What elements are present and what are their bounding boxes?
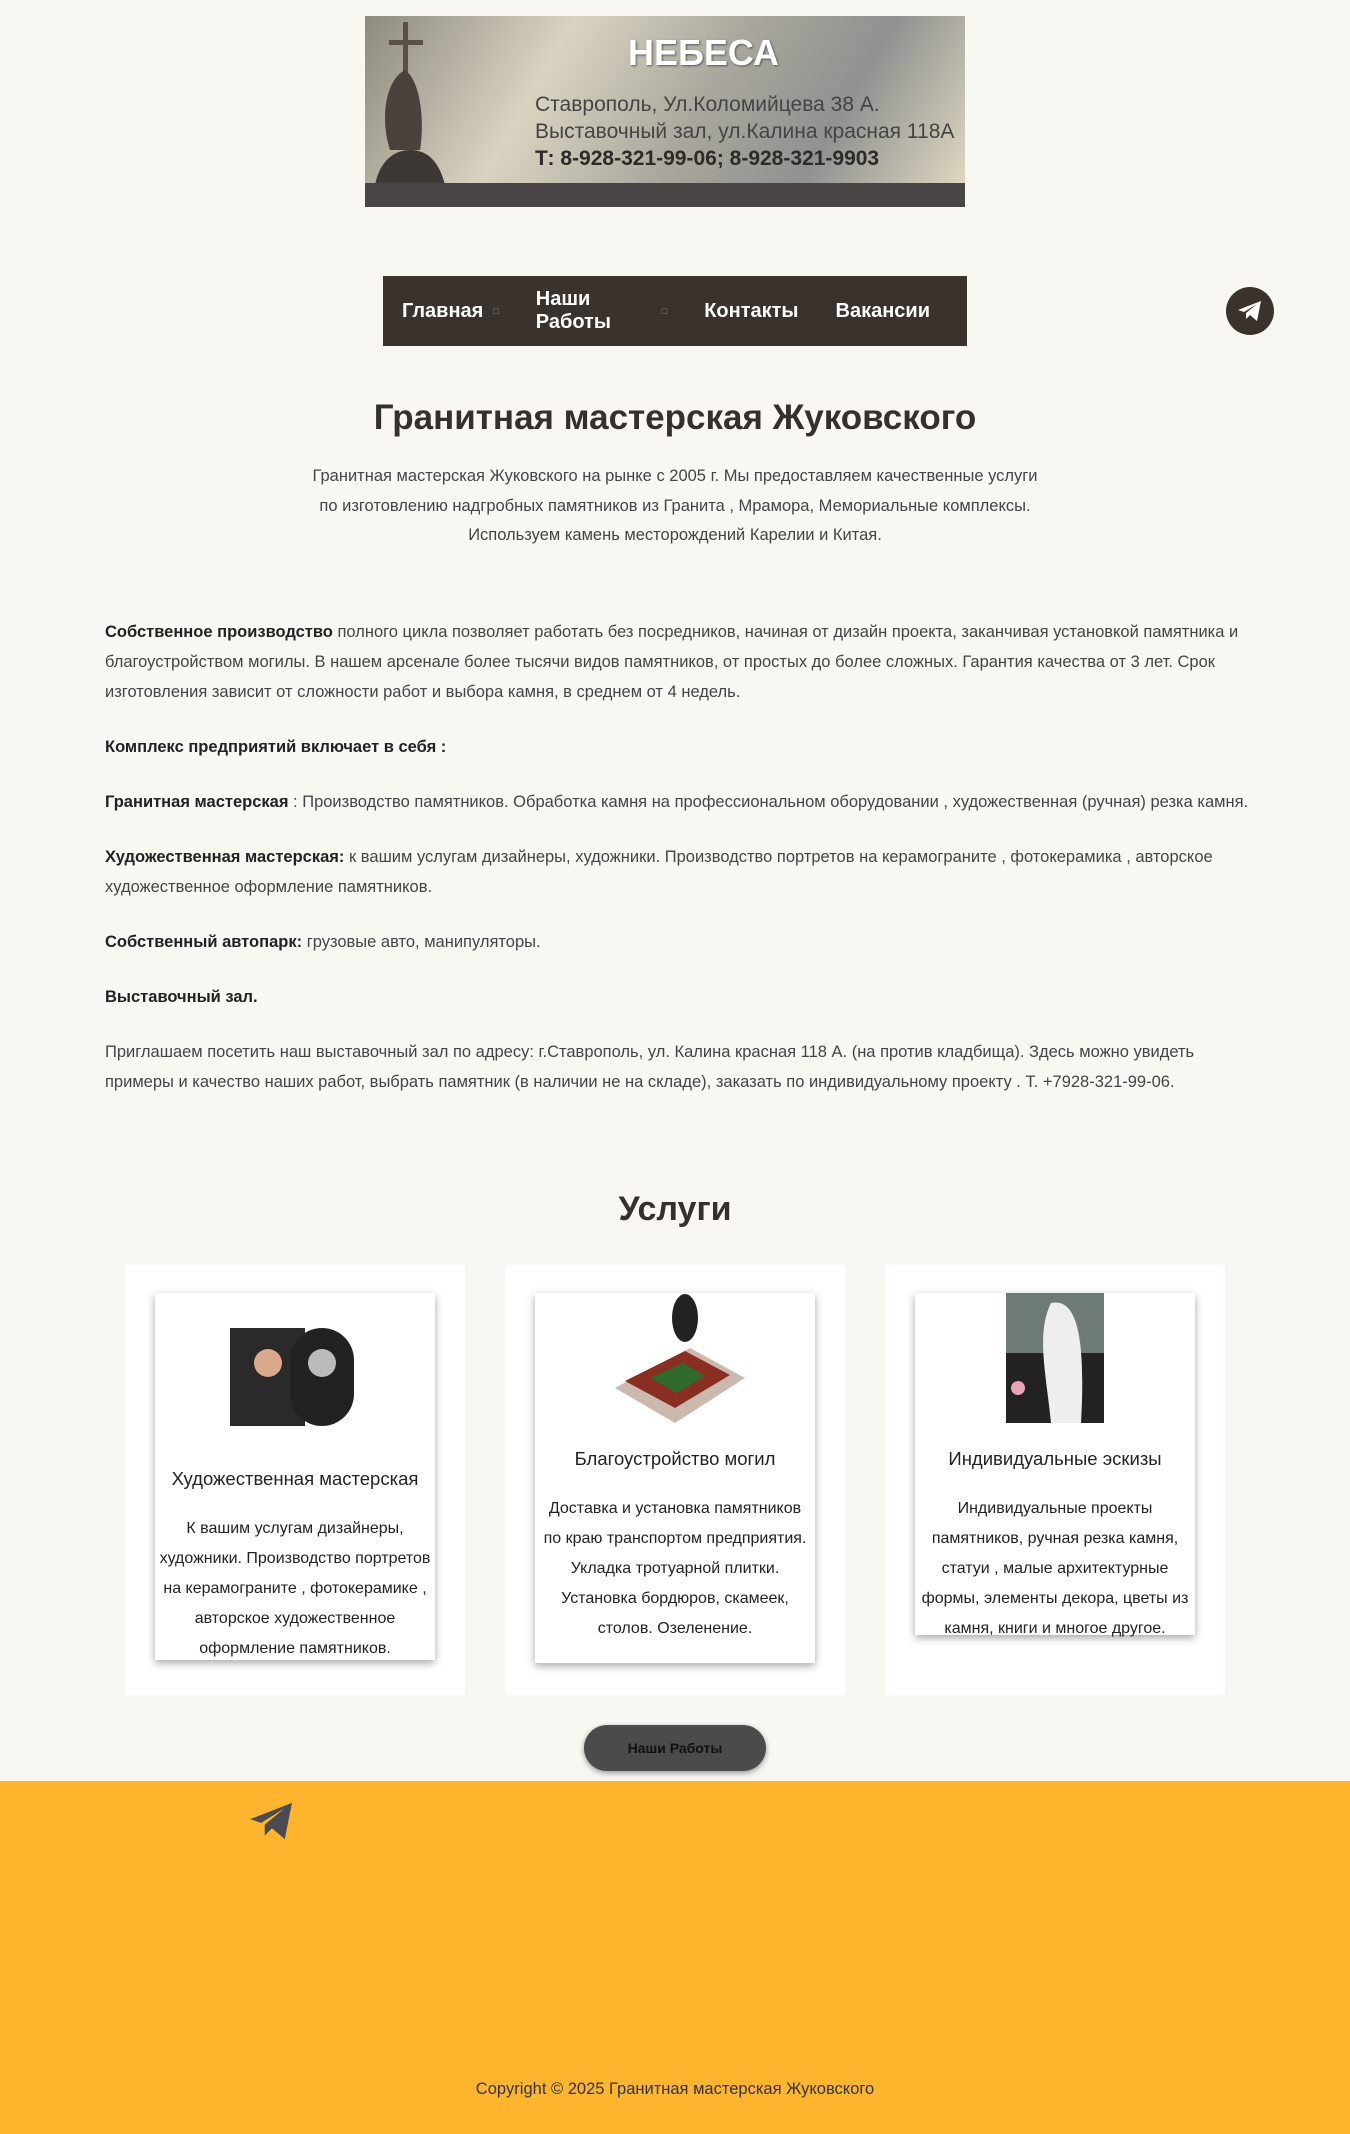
intro-text — [0, 462, 1350, 551]
paragraph — [105, 787, 1250, 817]
nav-item-contacts[interactable]: Контакты — [704, 299, 799, 322]
service-card-art[interactable] — [155, 1293, 435, 1660]
service-card-sketches[interactable] — [915, 1293, 1195, 1635]
telegram-icon[interactable] — [248, 1801, 296, 1841]
footer — [0, 1781, 1350, 2134]
service-title: Художественная мастерская — [171, 1468, 419, 1489]
service-title: Индивидуальные эскизы — [948, 1448, 1162, 1469]
banner-address: Ставрополь, Ул.Коломийцева 38 А. — [535, 93, 880, 116]
paragraph-text: грузовые авто, манипуляторы. — [302, 933, 541, 951]
grave-image — [605, 1293, 745, 1423]
paragraph-text: к вашим услугам дизайнеры, художники. Производство портретов на керамограните , фотокерамика , авторское художественное оформление памятников. — [105, 848, 1213, 896]
paragraph — [105, 617, 1250, 707]
bold-lead: Собственное производство — [105, 623, 333, 641]
angel-monument-image — [1006, 1293, 1104, 1423]
dropdown-icon: □ — [493, 306, 499, 316]
services-title: Услуги — [618, 1190, 732, 1228]
page-title: Гранитная мастерская Жуковского — [373, 398, 977, 437]
service-title: Благоустройство могил — [574, 1448, 776, 1469]
bold-lead: Гранитная мастерская — [105, 793, 289, 811]
nav-item-works[interactable] — [536, 288, 667, 334]
intro-line: Используем камень месторождений Карелии и Китая. — [468, 526, 882, 544]
banner-phones: Т: 8-928-321-99-06; 8-928-321-9903 — [535, 147, 880, 170]
intro-line: по изготовлению надгробных памятников из Гранита , Мрамора, Мемориальные комплексы. — [319, 496, 1031, 515]
banner-bar — [365, 183, 965, 207]
service-text: Индивидуальные проекты памятников, ручная резка камня, статуи , малые архитектурные формы, элементы декора, цветы из камня, книги и многое другое. — [921, 1500, 1189, 1637]
header-banner[interactable] — [365, 16, 965, 207]
service-text: Доставка и установка памятников по краю транспортом предприятия. Укладка тротуарной плитки. Установка бордюров, скамеек, столов. Озеленение. — [543, 1500, 807, 1637]
intro-line: Гранитная мастерская Жуковского на рынке с 2005 г. Мы предоставляем качественные услуги — [312, 467, 1038, 485]
dropdown-icon: □ — [661, 306, 668, 316]
portrait-image — [230, 1313, 360, 1443]
our-works-button[interactable]: Наши Работы — [584, 1725, 766, 1771]
banner-title: НЕБЕСА — [628, 32, 779, 73]
paragraph: Приглашаем посетить наш выставочный зал по адресу: г.Ставрополь, ул. Калина красная 118 А. (на против кладбища). Здесь можно увидеть примеры и качество наших работ, выбрать памятник (в наличии не на складе), заказать по индивидуальному проекту . Т. +7928-321-99-06. — [105, 1043, 1195, 1091]
about-content — [105, 617, 1250, 1122]
nav-label: Главная — [402, 299, 484, 322]
paragraph — [105, 842, 1250, 902]
paragraph — [105, 982, 1250, 1012]
paragraph — [105, 927, 1250, 957]
telegram-button[interactable] — [1226, 287, 1274, 335]
banner-showroom: Выставочный зал, ул.Калина красная 118А — [535, 120, 955, 143]
nav-item-vacancies[interactable]: Вакансии — [835, 299, 930, 322]
nav-item-home[interactable] — [402, 300, 499, 323]
angel-statue-icon — [375, 20, 445, 185]
paragraph-text: полного цикла позволяет работать без посредников, начиная от дизайн проекта, заканчивая установкой памятника и благоустройством могилы. В нашем арсенале более тысячи видов памятников, от простых до более сложных. Гарантия качества от 3 лет. Срок изготовления зависит от сложности работ и выбора камня, в среднем от 4 недель. — [105, 623, 1239, 701]
nav-label: Наши Работы — [535, 288, 611, 333]
bold-lead: Выставочный зал. — [105, 988, 258, 1006]
copyright: Copyright © 2025 Гранитная мастерская Жуковского — [475, 2080, 875, 2098]
bold-lead: Комплекс предприятий включает в себя : — [105, 738, 447, 756]
service-text: К вашим услугам дизайнеры, художники. Производство портретов на керамограните , фотокерамике , авторское художественное оформление памятников. — [159, 1520, 431, 1657]
service-card-landscaping[interactable] — [535, 1293, 815, 1663]
paragraph — [105, 732, 1250, 762]
bold-lead: Художественная мастерская: — [105, 848, 345, 866]
main-nav — [383, 276, 967, 346]
paragraph-text: : Производство памятников. Обработка камня на профессиональном оборудовании , художественная (ручная) резка камня. — [288, 793, 1249, 811]
bold-lead: Собственный автопарк: — [105, 933, 303, 951]
telegram-icon — [1237, 300, 1263, 322]
